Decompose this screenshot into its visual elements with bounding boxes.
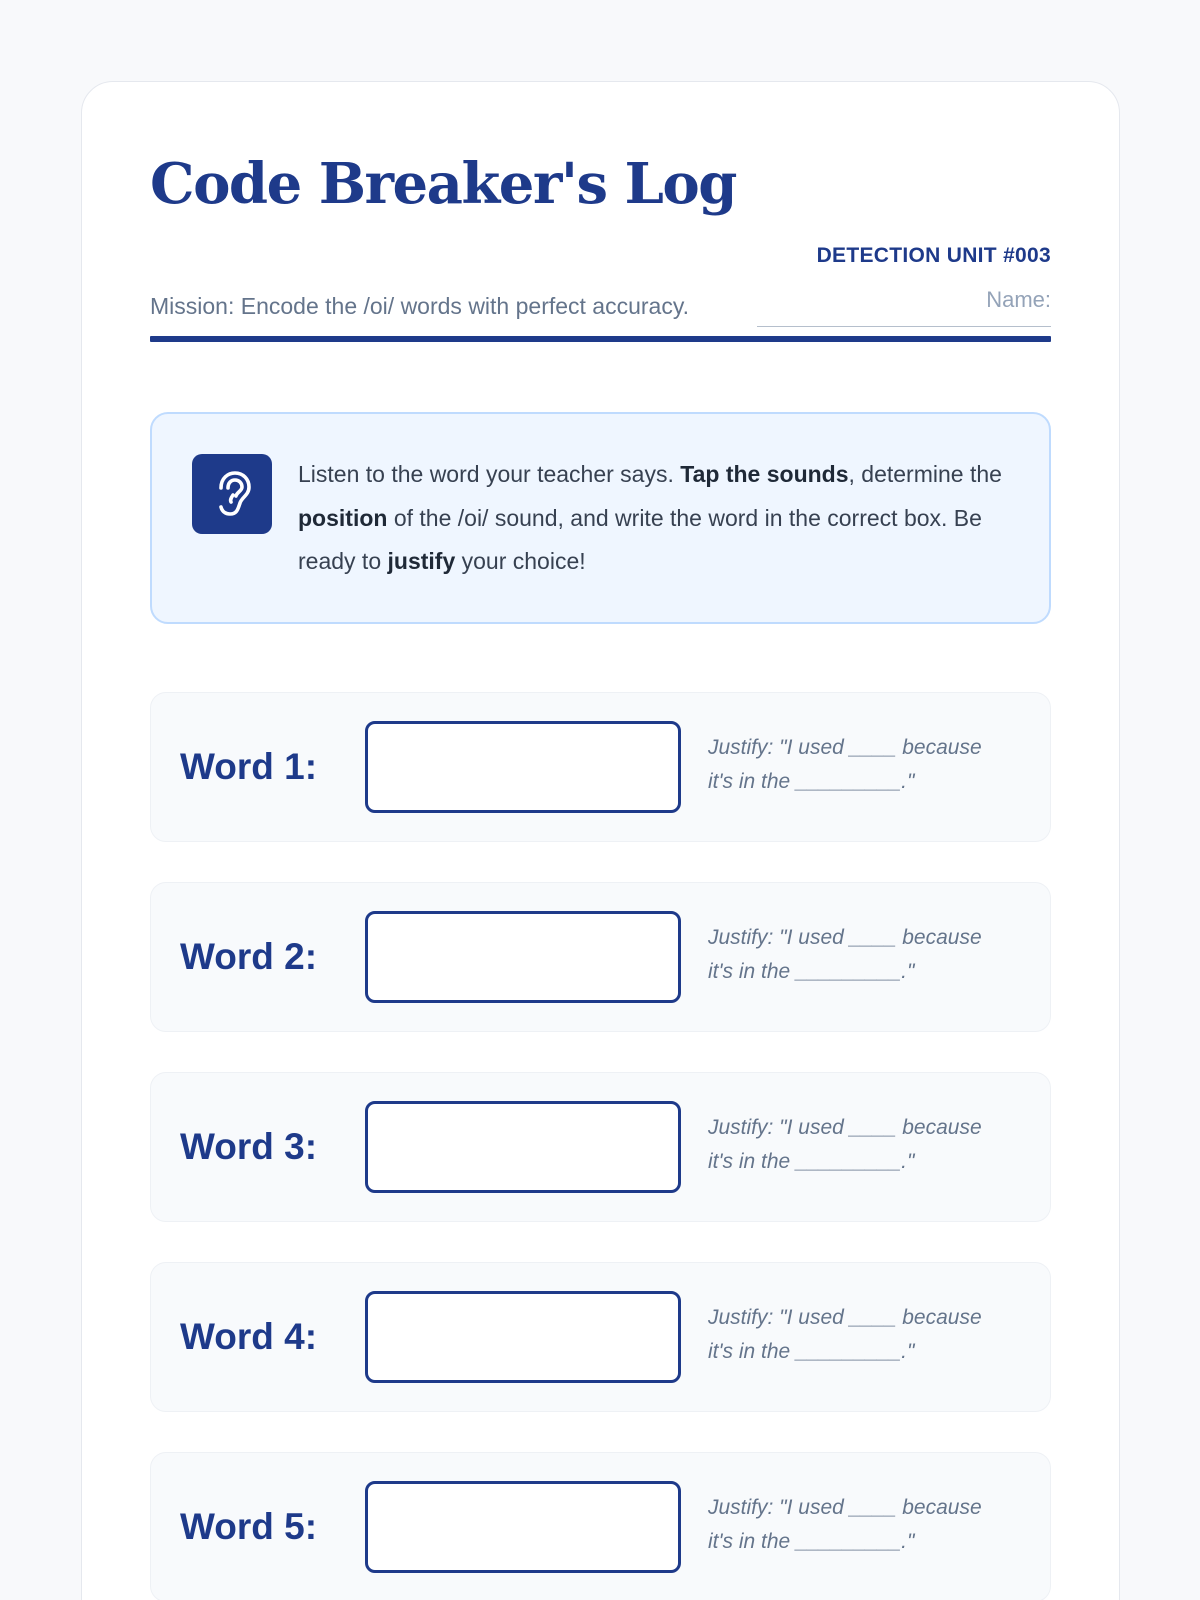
justify-prompt — [708, 1301, 1018, 1369]
justify-prompt — [708, 1491, 1018, 1559]
instruction-segment: your choice! — [455, 548, 586, 574]
justify-line-1: Justify: "I used ____ because — [708, 1116, 982, 1139]
justify-line-1: Justify: "I used ____ because — [708, 926, 982, 949]
instructions-text — [298, 453, 1009, 584]
instruction-emphasis: justify — [387, 548, 456, 574]
page-title: Code Breaker's Log — [150, 151, 736, 217]
word-label: Word 5: — [180, 1506, 318, 1547]
justify-prompt — [708, 731, 1018, 799]
word-label: Word 4: — [180, 1316, 318, 1357]
mission-text: Mission: Encode the /oi/ words with perfect accuracy. — [150, 293, 690, 319]
worksheet-header — [150, 152, 1051, 336]
word-5-input[interactable] — [365, 1481, 681, 1573]
name-label: Name: — [986, 287, 1051, 312]
instruction-segment: Listen to the word your teacher says. — [298, 461, 681, 487]
header-divider — [150, 336, 1051, 342]
instructions-box — [150, 412, 1051, 624]
word-row-5 — [150, 1452, 1051, 1600]
justify-line-1: Justify: "I used ____ because — [708, 1306, 982, 1329]
justify-line-2: it's in the _________." — [708, 1150, 915, 1173]
justify-line-2: it's in the _________." — [708, 1530, 915, 1553]
word-2-input[interactable] — [365, 911, 681, 1003]
instruction-emphasis: Tap the sounds — [680, 461, 849, 487]
justify-line-2: it's in the _________." — [708, 1340, 915, 1363]
justify-prompt — [708, 921, 1018, 989]
word-1-input[interactable] — [365, 721, 681, 813]
justify-line-2: it's in the _________." — [708, 770, 915, 793]
word-row-1 — [150, 692, 1051, 842]
ear-icon — [192, 454, 272, 534]
word-row-4 — [150, 1262, 1051, 1412]
word-row-3 — [150, 1072, 1051, 1222]
justify-line-1: Justify: "I used ____ because — [708, 736, 982, 759]
instruction-segment: of the /oi/ sound, and write the word in the correct box. Be ready to — [298, 504, 982, 574]
detection-unit-label: DETECTION UNIT #003 — [816, 244, 1051, 267]
worksheet-card — [81, 81, 1120, 1600]
name-line — [757, 326, 1051, 327]
word-label: Word 3: — [180, 1126, 318, 1167]
word-4-input[interactable] — [365, 1291, 681, 1383]
instruction-segment: , determine the — [848, 461, 1002, 487]
word-rows — [150, 692, 1051, 1600]
justify-line-2: it's in the _________." — [708, 960, 915, 983]
justify-line-1: Justify: "I used ____ because — [708, 1496, 982, 1519]
word-3-input[interactable] — [365, 1101, 681, 1193]
instruction-emphasis: position — [298, 504, 388, 531]
justify-prompt — [708, 1111, 1018, 1179]
word-label: Word 2: — [180, 936, 318, 977]
word-row-2 — [150, 882, 1051, 1032]
word-label: Word 1: — [180, 746, 318, 787]
